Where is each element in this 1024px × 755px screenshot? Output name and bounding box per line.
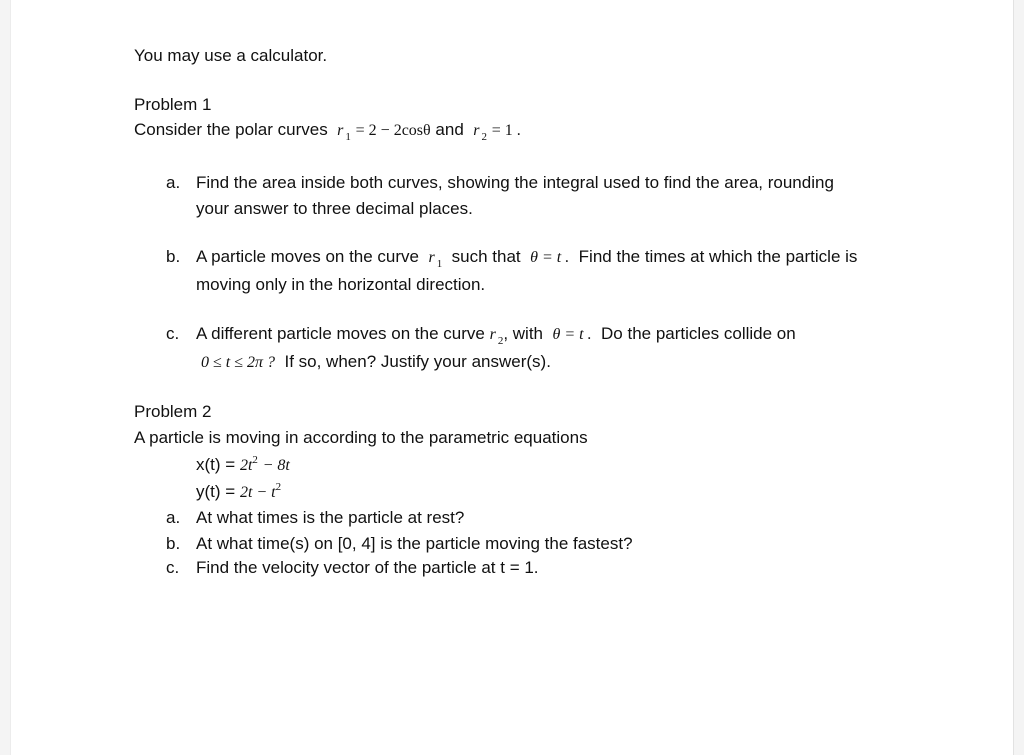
p1-b-label: b. [166, 247, 181, 266]
p2-b-label: b. [166, 534, 181, 553]
p1-b-text1: A particle moves on the curve [196, 247, 420, 266]
problem-2-heading: Problem 2 [134, 402, 212, 421]
p1-c-line2: If so, when? Justify your answer(s). [284, 352, 551, 371]
p1-c-label: c. [166, 324, 180, 343]
y-exp: 2 [275, 481, 282, 493]
p1-b-sub: 1 [436, 258, 443, 270]
p1-c-line2-row [201, 352, 551, 373]
document-page [10, 0, 1014, 755]
p2-part-b [166, 534, 633, 554]
consider-text: Consider the polar curves [134, 120, 328, 139]
p2-part-c [166, 558, 539, 578]
p1-b-text2: such that [451, 247, 521, 266]
p1-c-text2: with [512, 324, 544, 343]
p1-c-text1: A different particle moves on the curve [196, 324, 485, 343]
p2-c-text: Find the velocity vector of the particle at t = 1. [196, 558, 539, 577]
p1-part-b [166, 247, 857, 269]
r2-expr: = 1 . [491, 122, 521, 139]
r2-var: r [473, 122, 480, 139]
x-equation [196, 455, 290, 477]
y-term: 2t − t [239, 484, 276, 501]
problem-2-intro: A particle is moving in according to the parametric equations [134, 428, 588, 447]
intro-text: You may use a calculator. [134, 46, 328, 65]
p1-b-text3: Find the times at which the particle is [578, 247, 858, 266]
r2-sub: 2 [481, 131, 487, 143]
p2-b-text: At what time(s) on [0, 4] is the particle moving the fastest? [196, 534, 633, 553]
r1-expr: = 2 − 2cosθ [355, 122, 431, 139]
x-exp: 2 [252, 454, 258, 466]
y-label: y(t) = [196, 482, 236, 501]
p1-part-a [166, 173, 834, 193]
r1-var: r [337, 122, 344, 139]
p1-c-math: θ = t . [552, 326, 592, 343]
p2-a-text: At what times is the particle at rest? [196, 508, 465, 527]
p1-a-line1: Find the area inside both curves, showing the integral used to find the area, rounding [196, 173, 834, 192]
p1-b-math: θ = t . [530, 249, 570, 266]
p1-c-sub: 2 [497, 335, 504, 347]
and-text: and [435, 120, 464, 139]
x-term-b: − 8t [262, 457, 290, 474]
p2-a-label: a. [166, 508, 181, 527]
p1-c-var: r [489, 326, 496, 343]
p1-c-math2: 0 ≤ t ≤ 2π ? [201, 354, 276, 371]
problem-1-statement [134, 120, 521, 142]
p1-part-c [166, 324, 796, 346]
p2-c-label: c. [166, 558, 180, 577]
problem-1-heading: Problem 1 [134, 95, 212, 114]
p1-b-line2: moving only in the horizontal direction. [196, 275, 486, 294]
p2-part-a [166, 508, 464, 528]
p1-c-comma: , [503, 324, 509, 343]
r1-sub: 1 [345, 131, 351, 143]
x-term-a: 2t [239, 457, 253, 474]
p1-b-var: r [428, 249, 435, 266]
y-equation [196, 482, 281, 504]
p1-a-label: a. [166, 173, 181, 192]
p1-c-text3: Do the particles collide on [601, 324, 796, 343]
x-label: x(t) = [196, 455, 236, 474]
p1-a-line2: your answer to three decimal places. [196, 199, 473, 218]
